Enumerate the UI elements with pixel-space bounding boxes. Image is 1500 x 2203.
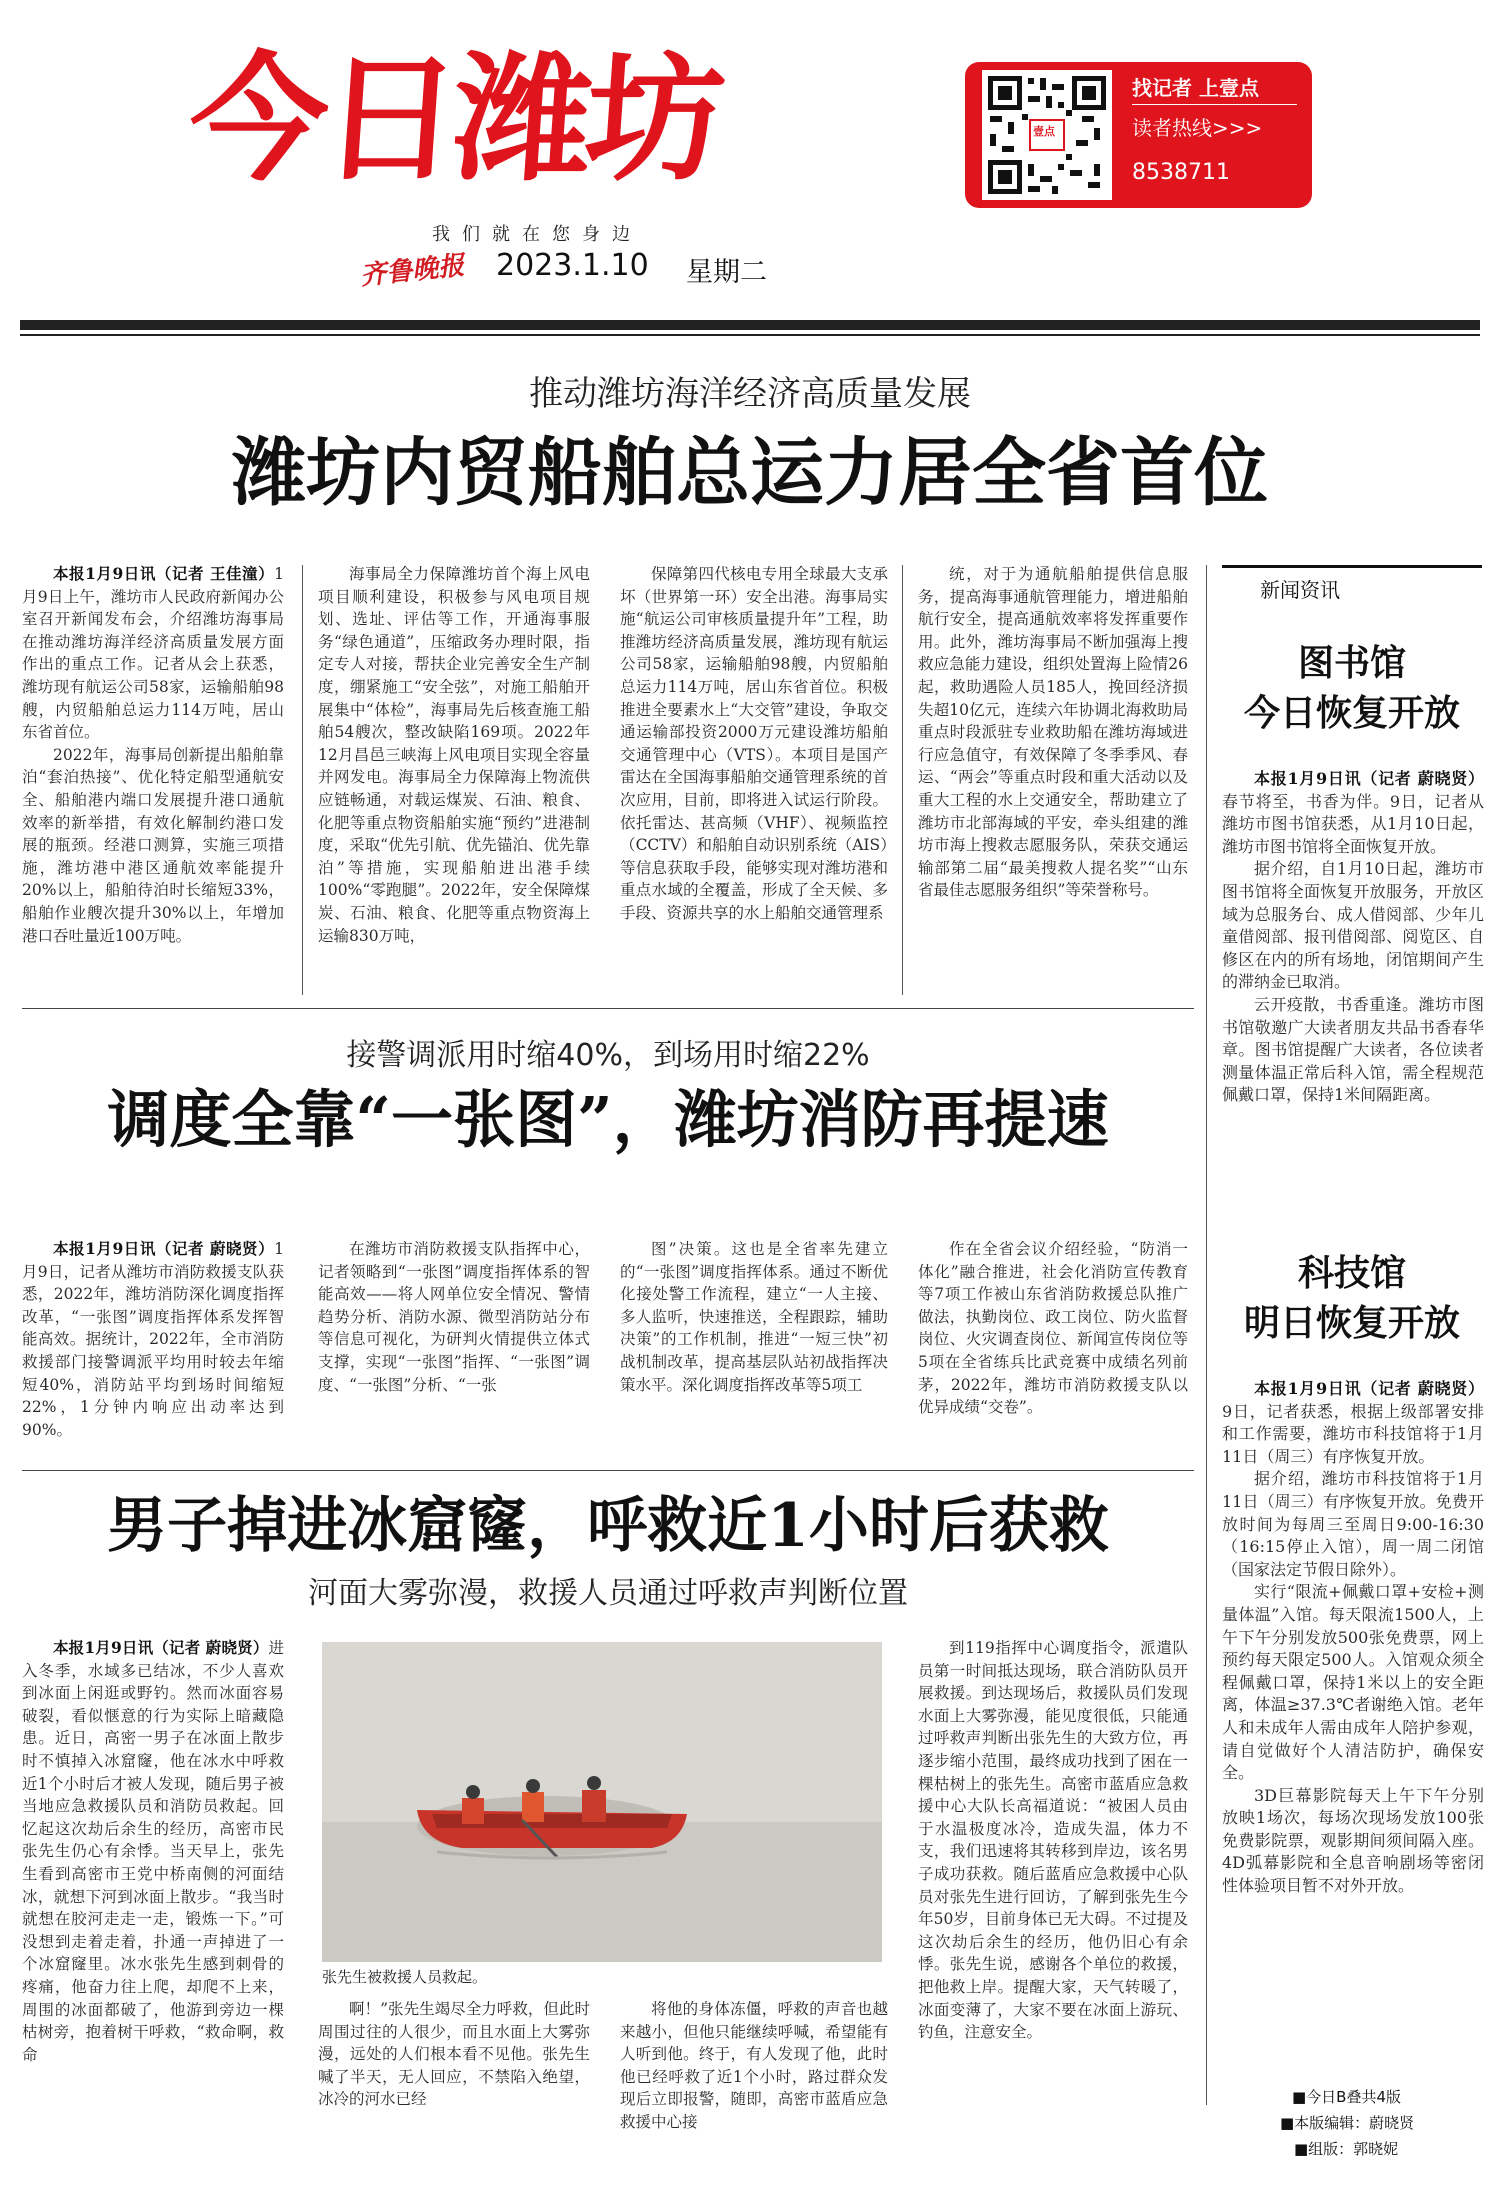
hotline-line2: 读者热线>>> (1132, 116, 1263, 140)
footer-editor: ■本版编辑：蔚晓贤 (1280, 2114, 1415, 2132)
sidebar-item1-paragraph-3: 云开疫散，书香重逢。潍坊市图书馆敬邀广大读者朋友共品书香春华章。图书馆提醒广大读者，各位读者测量体温正常后科入馆，需全程规范佩戴口罩，保持1米间隔距离。 (1222, 994, 1484, 1105)
issue-weekday: 星期二 (686, 257, 767, 288)
story3-paragraph-3: 将他的身体冻僵，呼救的声音也越来越小，但他只能继续呼喊，希望能有人听到他。终于，有人发现了他，此时他已经呼救了近1个小时，路过群众发现后立即报警，随即，高密市蓝盾应急救援中心接 (620, 2000, 888, 2131)
story3-paragraph-4: 到119指挥中心调度指令，派遣队员第一时间抵达现场，联合消防队员开展救援。到达现场后，救援队员们发现水面上大雾弥漫，能见度很低，只能通过呼救声判断出张先生的大致方位，再逐步缩小范围，最终成功找到了困在一棵枯树上的张先生。高密市蓝盾应急救援中心大队长高福道说：“被困人员由于水温极度冰冷，造成失温，体力不支，我们迅速将其转移到岸边，该名男子成功获救。随后蓝盾应急救援中心队员对张先生进行回访，了解到张先生今年50岁，目前身体已无大碍。不过提及这次劫后余生的经历，他仍旧心有余悸。张先生说，感谢各个单位的救援，把他救上岸。提醒大家，天气转暖了，冰面变薄了，大家不要在冰面上游玩、钓鱼，注意安全。 (918, 1639, 1188, 2042)
story3-paragraph-1: 进入冬季，水域多已结冰，不少人喜欢到冰面上闲逛或野钓。然而冰面容易破裂，看似惬意的行为实际上暗藏隐患。近日，高密一男子在冰面上散步时不慎掉入冰窟窿，他在冰水中呼救近1个小时后才被人发现，随后男子被当地应急救援队员和消防员救起。回忆起这次劫后余生的经历，高密市民张先生仍心有余悸。当天早上，张先生看到高密市王党中桥南侧的河面结冰，就想下河到冰面上散步。“我当时就想在胶河走走一走，锻炼一下。”可没想到走着走着，扑通一声掉进了一个冰窟窿里。冰水张先生感到刺骨的疼痛，他奋力往上爬，却爬不上来，周围的冰面都破了，他游到旁边一棵枯树旁，抱着树干呼救，“救命啊，救命 (22, 1639, 284, 2064)
story1-paragraph-4: 保障第四代核电专用全球最大支承坏（世界第一环）安全出港。海事局实施“航运公司审核质量提升年”工程，助推潍坊经济高质量发展，潍坊现有航运公司58家，运输船舶98艘，内贸船舶总运力114万吨，居山东省首位。积极推进全要素水上“大交管”建设，争取交通运输部投资2000万元建设潍坊船舶交通管理中心（VTS）。本项目是国产雷达在全国海事船舶交通管理系统的首次应用，目前，即将进入试运行阶段。依托雷达、甚高频（VHF）、视频监控（CCTV）和船舶自动识别系统（AIS）等信息获取手段，能够实现对潍坊港和重点水域的全覆盖，形成了全天候、多手段、资源共享的水上船舶交通管理系 (620, 565, 888, 922)
qr-badge: 壹点 (1033, 125, 1055, 138)
rescue-boat-image (322, 1642, 882, 1962)
hotline-divider (1132, 104, 1297, 105)
sidebar-item2-body (1222, 1378, 1484, 2018)
section-divider (22, 1470, 1194, 1471)
footer-edition: ■今日B叠共4版 (1292, 2088, 1402, 2106)
story3-column-2 (318, 1998, 590, 2158)
footer-layout: ■组版：郭晓妮 (1294, 2140, 1399, 2158)
story1-paragraph-3: 海事局全力保障潍坊首个海上风电项目顺利建设，积极参与风电项目规划、选址、评估等工作，开通海事服务“绿色通道”，压缩政务办理时限，指定专人对接，帮扶企业完善安全生产制度，绷紧施工“安全弦”，对施工船舶开展集中“体检”，海事局先后核查施工船舶54艘次，整改缺陷169项。2022年12月昌邑三峡海上风电项目实现全容量并网发电。海事局全力保障海上物流供应链畅通，对载运煤炭、石油、粮食、化肥等重点物资船舶实施“预约”进港制度，采取“优先引航、优先锚泊、优先靠泊”等措施，实现船舶进出港手续100%“零跑腿”。2022年，安全保障煤炭、石油、粮食、化肥等重点物资海上运输830万吨， (318, 565, 590, 945)
column-divider (302, 565, 303, 995)
sidebar-item2-paragraph-2: 据介绍，潍坊市科技馆将于1月11日（周三）有序恢复开放。免费开放时间为每周三至周日9:00-16:30（16:15停止入馆），周一周二闭馆（国家法定节假日除外）。 (1222, 1469, 1484, 1579)
story3-paragraph-2: 啊！”张先生竭尽全力呼救，但此时周围过往的人很少，而且水面上大雾弥漫，远处的人们根本看不见他。张先生喊了半天，无人回应，不禁陷入绝望，冰冷的河水已经 (318, 2000, 590, 2109)
story2-column-2 (318, 1238, 590, 1458)
masthead-title: 今日潍坊 (184, 39, 724, 200)
story3-column-3 (620, 1998, 888, 2158)
story2-headline: 调度全靠“一张图”，潍坊消防再提速 (107, 1083, 1109, 1156)
rescue-photo (322, 1642, 882, 1962)
story3-column-1 (22, 1637, 284, 2157)
sidebar-item1-title: 图书馆 (1297, 642, 1406, 684)
sidebar-item1-body (1222, 768, 1484, 1193)
story1-headline: 潍坊内贸船舶总运力居全省首位 (232, 430, 1268, 516)
sidebar-divider (1206, 565, 1207, 2105)
story2-paragraph-4: 作在全省会议介绍经验，“防消一体化”融合推进，社会化消防宣传教育等7项工作被山东省消防救援总队推广做法，执勤岗位、政工岗位、防火监督岗位、火灾调查岗位、新闻宣传岗位等5项在全省练兵比武竞赛中成绩名列前茅，2022年，潍坊市消防救援支队以优异成绩“交卷”。 (918, 1240, 1188, 1417)
sidebar-item2-paragraph-4: 3D巨幕影院每天上午下午分别放映1场次，每场次现场发放100张免费影院票，观影期间须间隔入座。4D弧幕影院和全息音响剧场等密闭性体验项目暂不对外开放。 (1222, 1785, 1484, 1896)
brand-name: 齐鲁晚报 (358, 250, 466, 292)
sidebar-item2-paragraph-3: 实行“限流+佩戴口罩+安检+测量体温”入馆。每天限流1500人，上午下午分别发放500张免费票，网上预约每天限定500人。入馆观众须全程佩戴口罩，保持1米以上的安全距离，体温≥37.3℃者谢绝入馆。老年人和未成年人需由成年人陪护参观，请自觉做好个人清洁防护，确保安全。 (1222, 1582, 1484, 1783)
masthead-rule (20, 320, 1480, 330)
story1-column-1 (22, 563, 284, 998)
story1-paragraph-1: 1月9日上午，潍坊市人民政府新闻办公室召开新闻发布会，介绍潍坊海事局在推动潍坊海洋经济高质量发展方面作出的重点工作。记者从会上获悉，潍坊现有航运公司58家，运输船舶98艘，内贸船舶总运力114万吨，居山东省首位。 (22, 565, 284, 742)
sidebar-item2-byline: 本报1月9日讯（记者 蔚晓贤） (1254, 1379, 1484, 1398)
section-divider (22, 1008, 1194, 1009)
photo-caption: 张先生被救援人员救起。 (322, 1968, 488, 1986)
sidebar-item1-subtitle: 今日恢复开放 (1243, 692, 1460, 734)
story3-byline: 本报1月9日讯（记者 蔚晓贤） (53, 1638, 269, 1657)
story1-paragraph-2: 2022年，海事局创新提出船舶靠泊“套泊热接”、优化特定船型通航安全、船舶港内端口发展提升港口通航效率的新举措，有效化解制约港口发展的瓶颈。经港口测算，实施三项措施，潍坊港中港区通航效率能提升20%以上，船舶待泊时长缩短33%，船舶作业艘次提升30%以上，年增加港口吞吐量近100万吨。 (22, 745, 284, 945)
sidebar-item2-paragraph-1: 9日，记者获悉，根据上级部署安排和工作需要，潍坊市科技馆将于1月11日（周三）有序恢复开放。 (1222, 1401, 1484, 1466)
masthead-rule-thin (20, 334, 1480, 336)
sidebar-label: 新闻资讯 (1222, 565, 1482, 613)
story2-paragraph-3: 图”决策。这也是全省率先建立的“一张图”调度指挥体系。通过不断优化接处警工作流程，建立“一人主接、多人监听，快速推送，全程跟踪，辅助决策”的工作机制，推进“一短三快”初战机制改革，提高基层队站初战指挥决策水平。深化调度指挥改革等5项工 (620, 1240, 888, 1394)
sidebar-item1-byline: 本报1月9日讯（记者 蔚晓贤） (1254, 769, 1484, 788)
story1-column-3 (620, 563, 888, 998)
story2-column-1 (22, 1238, 284, 1458)
story2-column-4 (918, 1238, 1188, 1458)
story2-kicker: 接警调派用时缩40%，到场用时缩22% (346, 1038, 870, 1073)
sidebar-item2-subtitle: 明日恢复开放 (1243, 1302, 1460, 1344)
story3-subhead: 河面大雾弥漫，救援人员通过呼救声判断位置 (308, 1576, 908, 1611)
hotline-line1: 找记者 上壹点 (1132, 76, 1259, 100)
story2-byline: 本报1月9日讯（记者 蔚晓贤） (53, 1239, 275, 1258)
issue-date: 2023.1.10 (496, 248, 649, 283)
story3-column-4 (918, 1637, 1188, 2157)
story2-paragraph-1: 1月9日，记者从潍坊市消防救援支队获悉，2022年，潍坊消防深化调度指挥改革，“一张图”调度指挥体系发挥智能高效。据统计，2022年，全市消防救援部门接警调派平均用时较去年缩短40%，消防站平均到场时间缩短22%，1分钟内响应出动率达到90%。 (22, 1240, 284, 1439)
story1-paragraph-5: 统，对于为通航船舶提供信息服务，提高海事通航管理能力，增进船舶航行安全，提高通航效率将发挥重要作用。此外，潍坊海事局不断加强海上搜救应急能力建设，组织处置海上险情26起，救助遇险人员185人，挽回经济损失超10亿元，连续六年协调北海救助局重点时段派驻专业救助船在潍坊海域进行应急值守，有效保障了冬季季风、春运、“两会”等重点时段和重大活动以及重大工程的水上交通安全，帮助建立了潍坊市北部海域的平安，牵头组建的潍坊市海上搜救志愿服务队，荣获交通运输部第二届“最美搜救人提名奖”“山东省最佳志愿服务组织”等荣誉称号。 (918, 565, 1188, 900)
story2-paragraph-2: 在潍坊市消防救援支队指挥中心，记者领略到“一张图”调度指挥体系的智能高效——将人网单位安全情况、警情趋势分析、消防水源、微型消防站分布等信息可视化，为研判火情提供立体式支撑，实现“一张图”指挥、“一张图”调度、“一张图”分析、“一张 (318, 1240, 590, 1394)
story1-byline: 本报1月9日讯（记者 王佳潼） (53, 564, 275, 583)
story2-column-3 (620, 1238, 888, 1458)
story3-headline: 男子掉进冰窟窿，呼救近1小时后获救 (107, 1491, 1109, 1561)
story1-kicker: 推动潍坊海洋经济高质量发展 (529, 374, 971, 414)
sidebar-item1-paragraph-1: 春节将至，书香为伴。9日，记者从潍坊市图书馆获悉，从1月10日起，潍坊市图书馆将全面恢复开放。 (1222, 791, 1484, 856)
story1-column-2 (318, 563, 590, 998)
masthead-slogan: 我们就在您身边 (432, 224, 642, 245)
sidebar-item2-title: 科技馆 (1297, 1252, 1406, 1294)
hotline-number: 8538711 (1132, 160, 1230, 185)
sidebar-item1-paragraph-2: 据介绍，自1月10日起，潍坊市图书馆将全面恢复开放服务，开放区域为总服务台、成人借阅部、少年儿童借阅部、报刊借阅部、阅览区、自修区在内的所有场地，闭馆期间产生的滞纳金已取消。 (1222, 859, 1484, 992)
column-divider (902, 565, 903, 995)
story1-column-4 (918, 563, 1188, 998)
